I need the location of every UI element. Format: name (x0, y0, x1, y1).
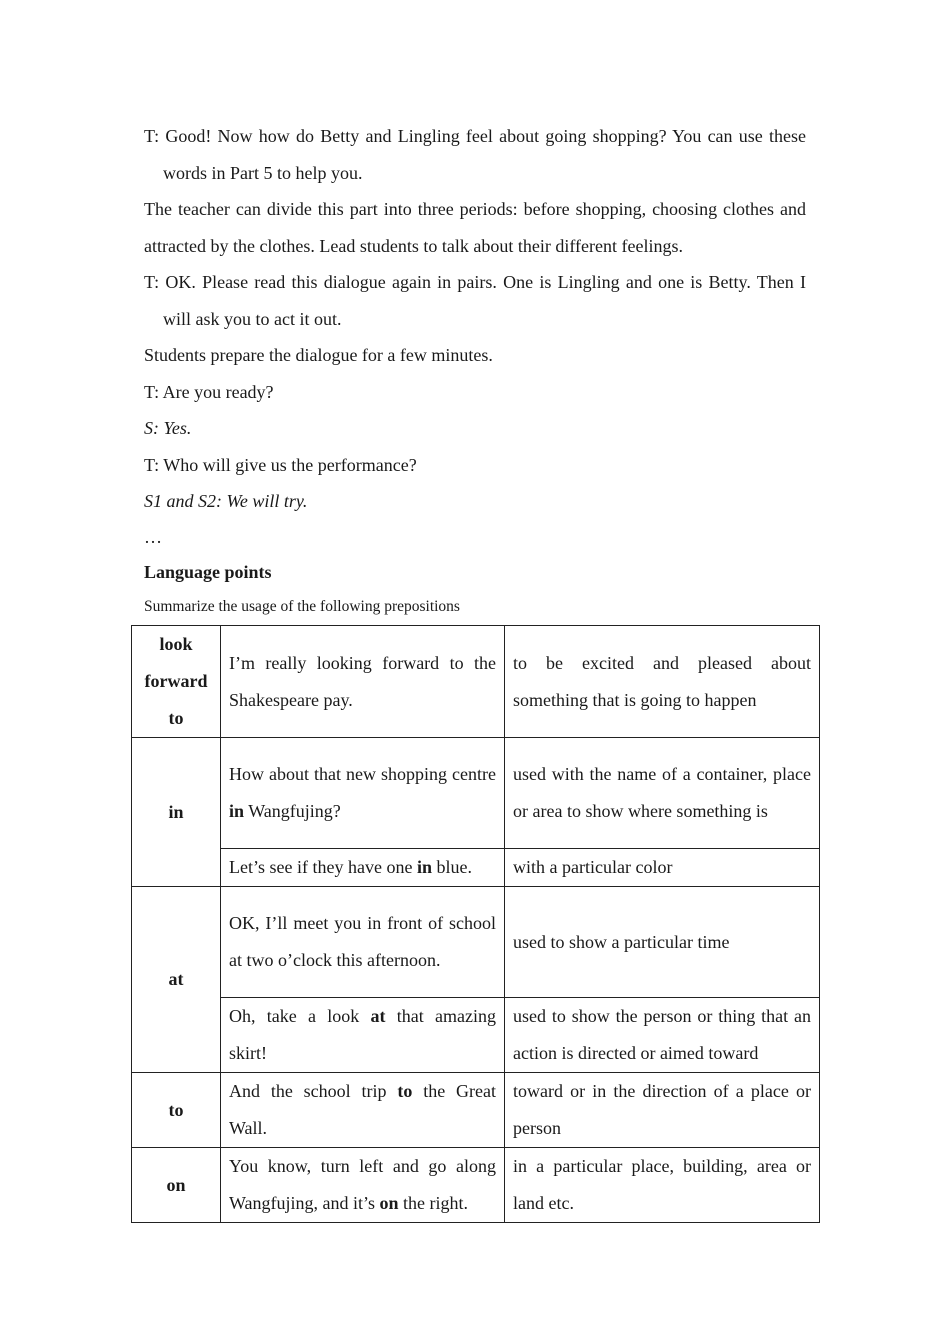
meaning-cell: used to show the person or thing that an action is directed or aimed toward (505, 998, 820, 1073)
meaning-cell: used with the name of a container, place or area to show where something is (505, 738, 820, 849)
teacher-line-3: T: Are you ready? (144, 381, 274, 402)
teacher-line-4: T: Who will give us the performance? (144, 454, 417, 475)
example-cell (221, 849, 505, 887)
key-label: on (166, 1174, 186, 1195)
section-heading: Language points (144, 561, 272, 582)
example-cell (221, 998, 505, 1073)
example-cell: OK, I’ll meet you in front of school at two o’clock this afternoon. (221, 887, 505, 998)
example-cell: I’m really looking forward to the Shakespeare pay. (221, 626, 505, 738)
meaning-cell: to be excited and pleased about something that is going to happen (505, 626, 820, 738)
key-label: look forward to (144, 634, 208, 728)
example-text: Wangfujing? (244, 801, 341, 821)
table-row (132, 849, 820, 887)
meaning-cell: in a particular place, building, area or land etc. (505, 1148, 820, 1223)
meaning-cell: toward or in the direction of a place or person (505, 1073, 820, 1148)
example-cell (221, 1148, 505, 1223)
table-row (132, 738, 820, 849)
students-prepare-line: Students prepare the dialogue for a few minutes. (144, 345, 493, 365)
section-subheading: Summarize the usage of the following prepositions (144, 598, 460, 615)
preposition-highlight: in (416, 857, 432, 877)
teacher-line-2: T: OK. Please read this dialogue again in pairs. One is Lingling and one is Betty. Then I will ask you to act it out. (144, 272, 806, 329)
example-text: the right. (398, 1193, 469, 1213)
example-cell (221, 1073, 505, 1148)
example-text: blue. (431, 857, 472, 877)
preposition-highlight: in (229, 801, 245, 821)
example-text: Oh, take a look (229, 1006, 371, 1026)
instruction-paragraph: The teacher can divide this part into three periods: before shopping, choosing clothes and attracted by the clothes. Lead students to talk about their different feelings. (144, 199, 806, 256)
example-text: You know, turn left and go along Wangfujing, and it’s (229, 1156, 496, 1213)
table-row (132, 1148, 820, 1223)
meaning-cell: used to show a particular time (505, 887, 820, 998)
table-row (132, 1073, 820, 1148)
prepositions-table (131, 625, 820, 1223)
key-cell (132, 738, 221, 887)
key-cell (132, 1148, 221, 1223)
student-line-2: S1 and S2: We will try. (144, 491, 308, 511)
key-label: at (168, 969, 184, 989)
student-line-1: S: Yes. (144, 418, 192, 438)
ellipsis-line: … (144, 526, 162, 547)
example-text: the Great Wall. (229, 1081, 497, 1138)
key-cell (132, 1073, 221, 1148)
table-row (132, 626, 820, 738)
example-text: And the school trip (229, 1081, 398, 1101)
meaning-cell: with a particular color (505, 849, 820, 887)
example-cell (221, 738, 505, 849)
preposition-highlight: at (370, 1006, 386, 1026)
example-text: Let’s see if they have one (229, 857, 417, 877)
example-text: How about that new shopping centre (229, 764, 496, 784)
key-cell (132, 626, 221, 738)
table-row (132, 998, 820, 1073)
table-row (132, 887, 820, 998)
preposition-highlight: on (379, 1193, 399, 1213)
key-label: in (168, 801, 184, 822)
example-text: that amazing skirt! (229, 1006, 496, 1063)
document-body (144, 118, 806, 624)
teacher-line-1: T: Good! Now how do Betty and Lingling feel about going shopping? You can use these words in Part 5 to help you. (144, 126, 806, 183)
preposition-highlight: to (397, 1081, 413, 1101)
key-cell (132, 887, 221, 1073)
key-label: to (168, 1099, 184, 1120)
